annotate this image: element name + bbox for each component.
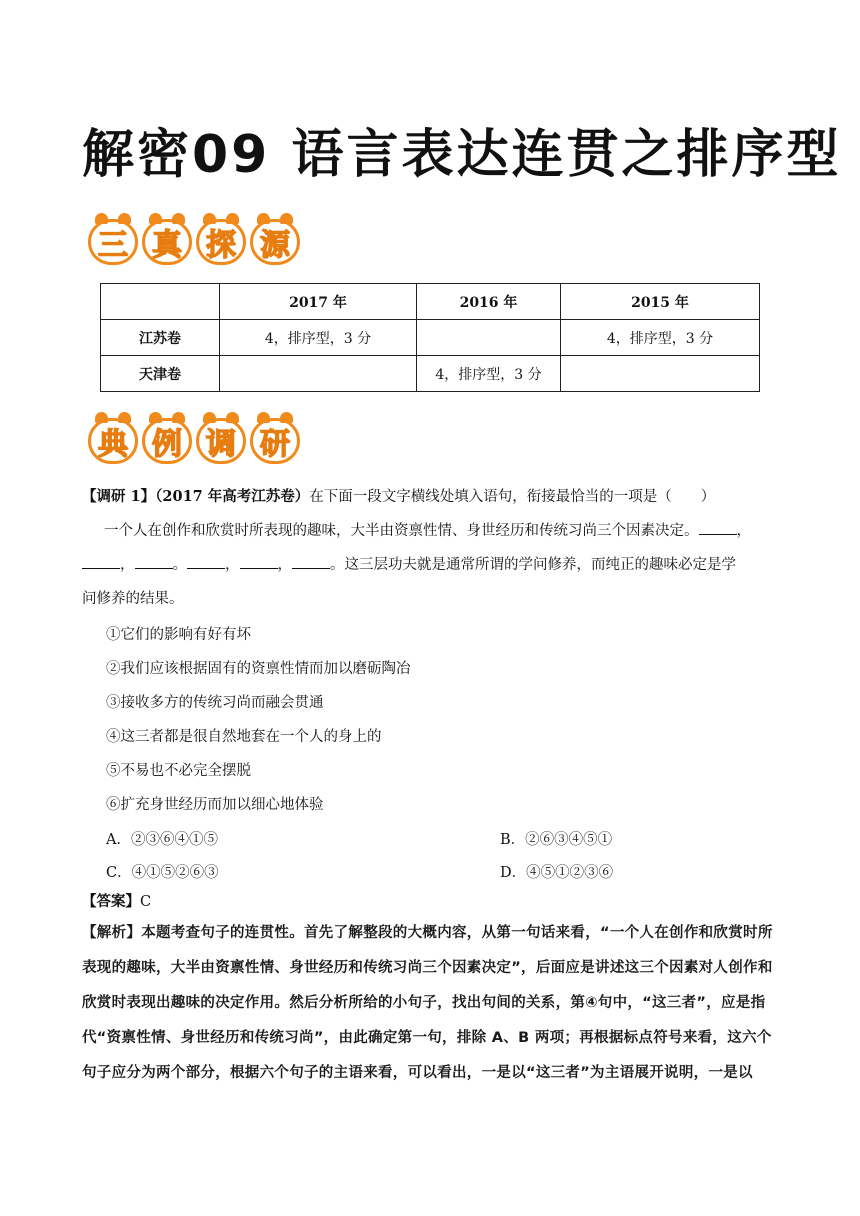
table-row-label: 天津卷 [101, 356, 220, 392]
table-row [101, 356, 760, 392]
page-title: 解密09 语言表达连贯之排序型 [82, 125, 842, 185]
section-badge-char: 调 [196, 418, 246, 464]
table-header-cell: 2015 年 [561, 284, 760, 320]
passage-text-2: 。这三层功夫就是通常所谓的学问修养，而纯正的趣味必定是学 [330, 557, 736, 573]
passage-text-3: 问修养的结果。 [82, 591, 184, 607]
answer-line [82, 890, 151, 911]
table-cell [220, 356, 417, 392]
section-badge-char: 真 [142, 219, 192, 265]
answer-label: 【答案】 [82, 893, 140, 910]
question-label: 【调研 1】 [82, 488, 156, 505]
answer-value: C [140, 894, 152, 910]
option-c: C．④①⑤②⑥③ [106, 865, 219, 881]
section-badge-char: 探 [196, 219, 246, 265]
section-header-dianlidiaoyan [88, 418, 300, 464]
table-cell: 4，排序型，3 分 [417, 356, 561, 392]
question-prompt: 在下面一段文字横线处填入语句，衔接最恰当的一项是（ ） [309, 489, 716, 505]
answer-blank [292, 554, 330, 569]
table-row [101, 320, 760, 356]
question-source: （2017 年高考江苏卷） [155, 488, 310, 505]
answer-blank [82, 554, 120, 569]
list-item: ③接收多方的传统习尚而融会贯通 [106, 695, 324, 711]
answer-blank [135, 554, 173, 569]
exam-stats-table [100, 283, 760, 392]
table-header-cell [101, 284, 220, 320]
list-item: ②我们应该根据固有的资禀性情而加以磨砺陶冶 [106, 661, 411, 677]
sentence-list [106, 618, 766, 822]
table-cell: 4，排序型，3 分 [561, 320, 760, 356]
table-header-cell: 2016 年 [417, 284, 561, 320]
section-badge-char: 例 [142, 418, 192, 464]
list-item: ①它们的影响有好有坏 [106, 627, 251, 643]
analysis-label: 【解析】 [82, 925, 142, 941]
option-d: D．④⑤①②③⑥ [500, 865, 614, 881]
analysis-text: 本题考查句子的连贯性。首先了解整段的大概内容，从第一句话来看，“一个人在创作和欣赏时所表现的趣味，大半由资禀性情、身世经历和传统习尚三个因素决定”，后面应是讲述这三个因素对人创作和欣赏时表现出趣味的决定作用。然后分析所给的小句子，找出句间的关系，第④句中，“这三者”，应是指代“资禀性情、身世经历和传统习尚”，由此确定第一句，排除 A、B 两项；再根据标点符号来看，这六个句子应分为两个部分，根据六个句子的主语来看，可以看出，一是以“这三者”为主语展开说明，一是以 [82, 925, 773, 1081]
list-item: ④这三者都是很自然地套在一个人的身上的 [106, 729, 382, 745]
answer-blank [699, 520, 737, 535]
table-cell [417, 320, 561, 356]
table-row-label: 江苏卷 [101, 320, 220, 356]
section-badge-char: 研 [250, 418, 300, 464]
option-a: A．②③⑥④①⑤ [106, 832, 218, 848]
passage-text-1: 一个人在创作和欣赏时所表现的趣味，大半由资禀性情、身世经历和传统习尚三个因素决定。 [104, 523, 699, 539]
question-heading [82, 480, 782, 514]
table-cell: 4，排序型，3 分 [220, 320, 417, 356]
table-header-cell: 2017 年 [220, 284, 417, 320]
table-cell [561, 356, 760, 392]
answer-blank [240, 554, 278, 569]
option-b: B．②⑥③④⑤① [500, 832, 613, 848]
list-item: ⑤不易也不必完全摆脱 [106, 763, 251, 779]
answer-blank [187, 554, 225, 569]
analysis-paragraph [82, 916, 782, 1091]
section-badge-char: 典 [88, 418, 138, 464]
section-header-sanzhentanyuan [88, 219, 300, 265]
question-passage: 一个人在创作和欣赏时所表现的趣味，大半由资禀性情、身世经历和传统习尚三个因素决定。 ， ， 。 ， ， 。这三层功夫就是通常所谓的学问修养，而纯正的趣味必定是学 问修养的结果。 [82, 514, 782, 616]
section-badge-char: 源 [250, 219, 300, 265]
section-badge-char: 三 [88, 219, 138, 265]
table-header-row [101, 284, 760, 320]
list-item: ⑥扩充身世经历而加以细心地体验 [106, 797, 324, 813]
